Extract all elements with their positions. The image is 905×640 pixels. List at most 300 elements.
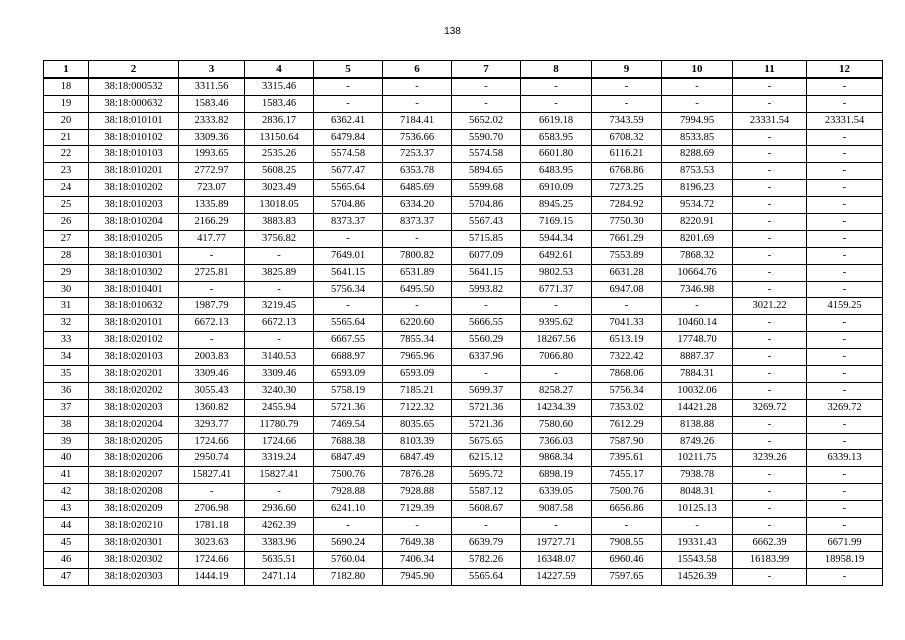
table-cell: 19331.43 bbox=[662, 534, 733, 551]
table-cell: 7395.61 bbox=[592, 450, 662, 467]
table-cell: 3239.26 bbox=[733, 450, 807, 467]
table-cell: - bbox=[807, 501, 883, 518]
table-cell: - bbox=[807, 433, 883, 450]
column-header-6: 6 bbox=[383, 61, 452, 78]
table-cell: 33 bbox=[44, 332, 89, 349]
table-row bbox=[44, 484, 883, 501]
table-cell: 6671.99 bbox=[807, 534, 883, 551]
table-cell: 38:18:010202 bbox=[89, 180, 179, 197]
table-cell: - bbox=[733, 467, 807, 484]
table-row bbox=[44, 180, 883, 197]
table-cell: 7945.90 bbox=[383, 568, 452, 585]
table-cell: - bbox=[521, 78, 592, 95]
table-cell: 7353.02 bbox=[592, 399, 662, 416]
table-cell: 3269.72 bbox=[807, 399, 883, 416]
table-cell: 38:18:020202 bbox=[89, 382, 179, 399]
table-cell: 5695.72 bbox=[452, 467, 521, 484]
table-cell: 6353.78 bbox=[383, 163, 452, 180]
table-cell: 723.07 bbox=[179, 180, 245, 197]
table-cell: - bbox=[807, 247, 883, 264]
table-cell: 8288.69 bbox=[662, 146, 733, 163]
table-cell: 38:18:020303 bbox=[89, 568, 179, 585]
table-cell: 5782.26 bbox=[452, 551, 521, 568]
table-cell: 7587.90 bbox=[592, 433, 662, 450]
table-cell: - bbox=[179, 247, 245, 264]
table-row bbox=[44, 281, 883, 298]
table-cell: 38:18:010204 bbox=[89, 214, 179, 231]
table-cell: - bbox=[807, 332, 883, 349]
table-cell: 38:18:010203 bbox=[89, 197, 179, 214]
table-cell: 7868.32 bbox=[662, 247, 733, 264]
table-cell: 32 bbox=[44, 315, 89, 332]
table-cell: 5565.64 bbox=[452, 568, 521, 585]
table-cell: 8048.31 bbox=[662, 484, 733, 501]
table-cell: 4262.39 bbox=[245, 518, 314, 535]
table-cell: 7750.30 bbox=[592, 214, 662, 231]
table-cell: 38:18:010401 bbox=[89, 281, 179, 298]
table-cell: 5721.36 bbox=[452, 416, 521, 433]
table-cell: 34 bbox=[44, 349, 89, 366]
table-cell: 5641.15 bbox=[452, 264, 521, 281]
table-cell: - bbox=[452, 78, 521, 95]
table-cell: 20 bbox=[44, 112, 89, 129]
table-cell: 8035.65 bbox=[383, 416, 452, 433]
table-row bbox=[44, 264, 883, 281]
table-cell: 7649.38 bbox=[383, 534, 452, 551]
table-cell: - bbox=[807, 230, 883, 247]
column-header-3: 3 bbox=[179, 61, 245, 78]
table-cell: - bbox=[807, 180, 883, 197]
table-cell: 6662.39 bbox=[733, 534, 807, 551]
table-cell: - bbox=[662, 518, 733, 535]
table-cell: 45 bbox=[44, 534, 89, 551]
table-cell: - bbox=[807, 467, 883, 484]
table-cell: 15827.41 bbox=[245, 467, 314, 484]
table-cell: 5690.24 bbox=[314, 534, 383, 551]
table-cell: 38:18:020204 bbox=[89, 416, 179, 433]
table-cell: 19 bbox=[44, 95, 89, 112]
table-cell: 6688.97 bbox=[314, 349, 383, 366]
table-row bbox=[44, 382, 883, 399]
column-header-12: 12 bbox=[807, 61, 883, 78]
table-cell: 7928.88 bbox=[314, 484, 383, 501]
table-cell: 3140.53 bbox=[245, 349, 314, 366]
table-cell: - bbox=[733, 78, 807, 95]
table-cell: 5641.15 bbox=[314, 264, 383, 281]
table-cell: 6708.32 bbox=[592, 129, 662, 146]
table-cell: 7169.15 bbox=[521, 214, 592, 231]
table-cell: 8373.37 bbox=[314, 214, 383, 231]
table-cell: 29 bbox=[44, 264, 89, 281]
table-cell: 3023.49 bbox=[245, 180, 314, 197]
table-cell: 7965.96 bbox=[383, 349, 452, 366]
column-header-7: 7 bbox=[452, 61, 521, 78]
page-number: 138 bbox=[444, 26, 461, 37]
table-cell: 417.77 bbox=[179, 230, 245, 247]
table-cell: 6492.61 bbox=[521, 247, 592, 264]
table-cell: 7041.33 bbox=[592, 315, 662, 332]
table-cell: 2725.81 bbox=[179, 264, 245, 281]
table-row bbox=[44, 112, 883, 129]
table-cell: 38:18:020103 bbox=[89, 349, 179, 366]
table-cell: 7066.80 bbox=[521, 349, 592, 366]
table-cell: 10664.76 bbox=[662, 264, 733, 281]
table-cell: 43 bbox=[44, 501, 89, 518]
table-row bbox=[44, 197, 883, 214]
column-header-10: 10 bbox=[662, 61, 733, 78]
table-cell: - bbox=[383, 95, 452, 112]
table-cell: 5666.55 bbox=[452, 315, 521, 332]
table-cell: 6215.12 bbox=[452, 450, 521, 467]
table-cell: 8373.37 bbox=[383, 214, 452, 231]
table-cell: 6483.95 bbox=[521, 163, 592, 180]
table-cell: 8753.53 bbox=[662, 163, 733, 180]
table-cell: 3293.77 bbox=[179, 416, 245, 433]
table-cell: - bbox=[521, 518, 592, 535]
table-cell: - bbox=[807, 281, 883, 298]
table-cell: 8749.26 bbox=[662, 433, 733, 450]
table-cell: 27 bbox=[44, 230, 89, 247]
table-cell: 14421.28 bbox=[662, 399, 733, 416]
table-cell: 6947.08 bbox=[592, 281, 662, 298]
table-cell: 17748.70 bbox=[662, 332, 733, 349]
table-row bbox=[44, 450, 883, 467]
table-cell: 7182.80 bbox=[314, 568, 383, 585]
table-cell: 38:18:010301 bbox=[89, 247, 179, 264]
table-cell: - bbox=[807, 146, 883, 163]
table-cell: 7855.34 bbox=[383, 332, 452, 349]
table-cell: - bbox=[383, 78, 452, 95]
table-cell: 7343.59 bbox=[592, 112, 662, 129]
table-cell: 38:18:020302 bbox=[89, 551, 179, 568]
table-cell: 6898.19 bbox=[521, 467, 592, 484]
table-cell: 47 bbox=[44, 568, 89, 585]
table-cell: 6593.09 bbox=[383, 366, 452, 383]
table-cell: - bbox=[733, 382, 807, 399]
table-cell: 5760.04 bbox=[314, 551, 383, 568]
table-cell: 6339.13 bbox=[807, 450, 883, 467]
table-cell: - bbox=[662, 298, 733, 315]
table-cell: 6910.09 bbox=[521, 180, 592, 197]
table-cell: - bbox=[521, 298, 592, 315]
table-cell: 8945.25 bbox=[521, 197, 592, 214]
table-cell: 6513.19 bbox=[592, 332, 662, 349]
table-cell: 38:18:020201 bbox=[89, 366, 179, 383]
table-cell: 8887.37 bbox=[662, 349, 733, 366]
table-cell: 3240.30 bbox=[245, 382, 314, 399]
table-cell: - bbox=[807, 264, 883, 281]
table-row bbox=[44, 467, 883, 484]
table-cell: 1360.82 bbox=[179, 399, 245, 416]
table-cell: 5599.68 bbox=[452, 180, 521, 197]
table-cell: - bbox=[733, 129, 807, 146]
table-cell: 10032.06 bbox=[662, 382, 733, 399]
table-cell: - bbox=[807, 349, 883, 366]
table-cell: 7184.41 bbox=[383, 112, 452, 129]
table-cell: 2535.26 bbox=[245, 146, 314, 163]
table-cell: - bbox=[452, 366, 521, 383]
table-row bbox=[44, 399, 883, 416]
table-cell: 5677.47 bbox=[314, 163, 383, 180]
table-cell: 2772.97 bbox=[179, 163, 245, 180]
table-cell: 5567.43 bbox=[452, 214, 521, 231]
table-cell: 5894.65 bbox=[452, 163, 521, 180]
table-cell: 6485.69 bbox=[383, 180, 452, 197]
table-cell: 3756.82 bbox=[245, 230, 314, 247]
table-cell: 5758.19 bbox=[314, 382, 383, 399]
table-cell: 7455.17 bbox=[592, 467, 662, 484]
table-cell: - bbox=[733, 247, 807, 264]
table-cell: 6479.84 bbox=[314, 129, 383, 146]
table-cell: 38:18:020206 bbox=[89, 450, 179, 467]
table-cell: 37 bbox=[44, 399, 89, 416]
table-cell: 3309.46 bbox=[245, 366, 314, 383]
table-cell: 36 bbox=[44, 382, 89, 399]
table-row bbox=[44, 366, 883, 383]
table-cell: 6593.09 bbox=[314, 366, 383, 383]
table-cell: - bbox=[662, 95, 733, 112]
table-cell: - bbox=[733, 315, 807, 332]
table-cell: 18958.19 bbox=[807, 551, 883, 568]
table-cell: 7688.38 bbox=[314, 433, 383, 450]
table-cell: 13018.05 bbox=[245, 197, 314, 214]
table-cell: 2333.82 bbox=[179, 112, 245, 129]
table-cell: 38:18:000632 bbox=[89, 95, 179, 112]
table-cell: 38:18:010201 bbox=[89, 163, 179, 180]
table-cell: 18 bbox=[44, 78, 89, 95]
table-cell: - bbox=[314, 230, 383, 247]
table-cell: 39 bbox=[44, 433, 89, 450]
table-header bbox=[44, 61, 883, 78]
table-cell: 38:18:020101 bbox=[89, 315, 179, 332]
table-cell: 1724.66 bbox=[179, 551, 245, 568]
table-cell: 4159.25 bbox=[807, 298, 883, 315]
table-cell: - bbox=[179, 484, 245, 501]
table-cell: 3319.24 bbox=[245, 450, 314, 467]
column-header-5: 5 bbox=[314, 61, 383, 78]
table-cell: - bbox=[452, 518, 521, 535]
table-row bbox=[44, 298, 883, 315]
table-cell: 21 bbox=[44, 129, 89, 146]
table-cell: 5587.12 bbox=[452, 484, 521, 501]
table-cell: 9802.53 bbox=[521, 264, 592, 281]
table-cell: 9087.58 bbox=[521, 501, 592, 518]
table-cell: - bbox=[733, 281, 807, 298]
table-cell: 7185.21 bbox=[383, 382, 452, 399]
table-cell: 24 bbox=[44, 180, 89, 197]
table-cell: 8258.27 bbox=[521, 382, 592, 399]
table-cell: 3383.96 bbox=[245, 534, 314, 551]
table-cell: 9868.34 bbox=[521, 450, 592, 467]
table-cell: 14234.39 bbox=[521, 399, 592, 416]
table-cell: - bbox=[807, 78, 883, 95]
table-row bbox=[44, 349, 883, 366]
table-cell: 7346.98 bbox=[662, 281, 733, 298]
table-cell: 5608.25 bbox=[245, 163, 314, 180]
table-cell: - bbox=[521, 366, 592, 383]
table-row bbox=[44, 214, 883, 231]
table-cell: 7580.60 bbox=[521, 416, 592, 433]
table-cell: 9534.72 bbox=[662, 197, 733, 214]
table-cell: 22 bbox=[44, 146, 89, 163]
table-cell: 6362.41 bbox=[314, 112, 383, 129]
table-cell: 7500.76 bbox=[314, 467, 383, 484]
table-row bbox=[44, 146, 883, 163]
table-row bbox=[44, 247, 883, 264]
table-cell: 7928.88 bbox=[383, 484, 452, 501]
table-cell: 38:18:010102 bbox=[89, 129, 179, 146]
table-cell: 38:18:010632 bbox=[89, 298, 179, 315]
table-cell: 38:18:020102 bbox=[89, 332, 179, 349]
table-cell: 1583.46 bbox=[245, 95, 314, 112]
table-cell: 5756.34 bbox=[314, 281, 383, 298]
table-cell: 6241.10 bbox=[314, 501, 383, 518]
table-cell: - bbox=[807, 197, 883, 214]
table-cell: 6960.46 bbox=[592, 551, 662, 568]
table-cell: 3883.83 bbox=[245, 214, 314, 231]
table-cell: - bbox=[807, 129, 883, 146]
table-cell: 8138.88 bbox=[662, 416, 733, 433]
table-cell: 26 bbox=[44, 214, 89, 231]
table-cell: - bbox=[733, 163, 807, 180]
table-cell: 5704.86 bbox=[314, 197, 383, 214]
table-cell: 6583.95 bbox=[521, 129, 592, 146]
table-cell: 11780.79 bbox=[245, 416, 314, 433]
table-cell: 2003.83 bbox=[179, 349, 245, 366]
table-cell: 6631.28 bbox=[592, 264, 662, 281]
table-cell: - bbox=[662, 78, 733, 95]
table-cell: - bbox=[383, 230, 452, 247]
table-cell: 3309.36 bbox=[179, 129, 245, 146]
table-cell: 8196.23 bbox=[662, 180, 733, 197]
table-cell: - bbox=[807, 214, 883, 231]
table-cell: 5560.29 bbox=[452, 332, 521, 349]
table-cell: 7553.89 bbox=[592, 247, 662, 264]
table-cell: 6220.60 bbox=[383, 315, 452, 332]
table-cell: 7536.66 bbox=[383, 129, 452, 146]
table-cell: - bbox=[733, 433, 807, 450]
table-cell: - bbox=[383, 518, 452, 535]
table-cell: 28 bbox=[44, 247, 89, 264]
table-cell: 6639.79 bbox=[452, 534, 521, 551]
table-cell: 38:18:020207 bbox=[89, 467, 179, 484]
table-cell: 6116.21 bbox=[592, 146, 662, 163]
table-cell: 5721.36 bbox=[314, 399, 383, 416]
table-cell: 7284.92 bbox=[592, 197, 662, 214]
table-cell: 41 bbox=[44, 467, 89, 484]
column-header-9: 9 bbox=[592, 61, 662, 78]
table-cell: 7876.28 bbox=[383, 467, 452, 484]
table-cell: 6672.13 bbox=[179, 315, 245, 332]
table-cell: 38:18:020209 bbox=[89, 501, 179, 518]
table-cell: 6601.80 bbox=[521, 146, 592, 163]
table-cell: 16348.07 bbox=[521, 551, 592, 568]
table-cell: 7908.55 bbox=[592, 534, 662, 551]
table-row bbox=[44, 534, 883, 551]
column-header-2: 2 bbox=[89, 61, 179, 78]
table-cell: 7129.39 bbox=[383, 501, 452, 518]
table-cell: - bbox=[314, 518, 383, 535]
table-cell: - bbox=[733, 416, 807, 433]
table-cell: 6531.89 bbox=[383, 264, 452, 281]
table-cell: - bbox=[733, 146, 807, 163]
table-cell: 5652.02 bbox=[452, 112, 521, 129]
column-header-11: 11 bbox=[733, 61, 807, 78]
table-row bbox=[44, 78, 883, 95]
table-row bbox=[44, 568, 883, 585]
table-cell: 3825.89 bbox=[245, 264, 314, 281]
table-cell: - bbox=[807, 518, 883, 535]
table-cell: 6619.18 bbox=[521, 112, 592, 129]
table-cell: 23331.54 bbox=[733, 112, 807, 129]
table-cell: - bbox=[733, 349, 807, 366]
table-cell: 7500.76 bbox=[592, 484, 662, 501]
table-cell: 8533.85 bbox=[662, 129, 733, 146]
table-cell: 8103.39 bbox=[383, 433, 452, 450]
table-cell: - bbox=[383, 298, 452, 315]
table-cell: 7661.29 bbox=[592, 230, 662, 247]
table-cell: 8220.91 bbox=[662, 214, 733, 231]
table-cell: 6339.05 bbox=[521, 484, 592, 501]
table-cell: 38:18:020208 bbox=[89, 484, 179, 501]
table-cell: 5590.70 bbox=[452, 129, 521, 146]
table-cell: 6334.20 bbox=[383, 197, 452, 214]
table-cell: - bbox=[733, 180, 807, 197]
table-cell: 6656.86 bbox=[592, 501, 662, 518]
table-row bbox=[44, 518, 883, 535]
table-cell: - bbox=[245, 281, 314, 298]
table-cell: 3219.45 bbox=[245, 298, 314, 315]
table-cell: 7994.95 bbox=[662, 112, 733, 129]
table-cell: - bbox=[179, 332, 245, 349]
table-cell: 5675.65 bbox=[452, 433, 521, 450]
table-cell: 38:18:020205 bbox=[89, 433, 179, 450]
table-cell: 38:18:010205 bbox=[89, 230, 179, 247]
table-cell: 38:18:000532 bbox=[89, 78, 179, 95]
column-header-8: 8 bbox=[521, 61, 592, 78]
table-cell: 5608.67 bbox=[452, 501, 521, 518]
table-cell: 38:18:010103 bbox=[89, 146, 179, 163]
table-cell: 7649.01 bbox=[314, 247, 383, 264]
header-row bbox=[44, 61, 883, 78]
table-cell: 30 bbox=[44, 281, 89, 298]
table-cell: - bbox=[452, 95, 521, 112]
table-row bbox=[44, 501, 883, 518]
table-cell: 35 bbox=[44, 366, 89, 383]
table-cell: - bbox=[807, 484, 883, 501]
table-cell: 6771.37 bbox=[521, 281, 592, 298]
table-cell: 44 bbox=[44, 518, 89, 535]
table-cell: 7884.31 bbox=[662, 366, 733, 383]
table-cell: - bbox=[807, 163, 883, 180]
table-cell: 38:18:020301 bbox=[89, 534, 179, 551]
table-cell: 2706.98 bbox=[179, 501, 245, 518]
table-cell: 6768.86 bbox=[592, 163, 662, 180]
table-cell: 6495.50 bbox=[383, 281, 452, 298]
table-cell: - bbox=[807, 382, 883, 399]
table-cell: 3021.22 bbox=[733, 298, 807, 315]
table-cell: 5565.64 bbox=[314, 180, 383, 197]
table-cell: 2936.60 bbox=[245, 501, 314, 518]
table-cell: 7253.37 bbox=[383, 146, 452, 163]
table-cell: 1444.19 bbox=[179, 568, 245, 585]
table-cell: 31 bbox=[44, 298, 89, 315]
table-cell: 38:18:010101 bbox=[89, 112, 179, 129]
table-cell: - bbox=[314, 78, 383, 95]
table-cell: 6337.96 bbox=[452, 349, 521, 366]
table-cell: 7366.03 bbox=[521, 433, 592, 450]
table-row bbox=[44, 129, 883, 146]
